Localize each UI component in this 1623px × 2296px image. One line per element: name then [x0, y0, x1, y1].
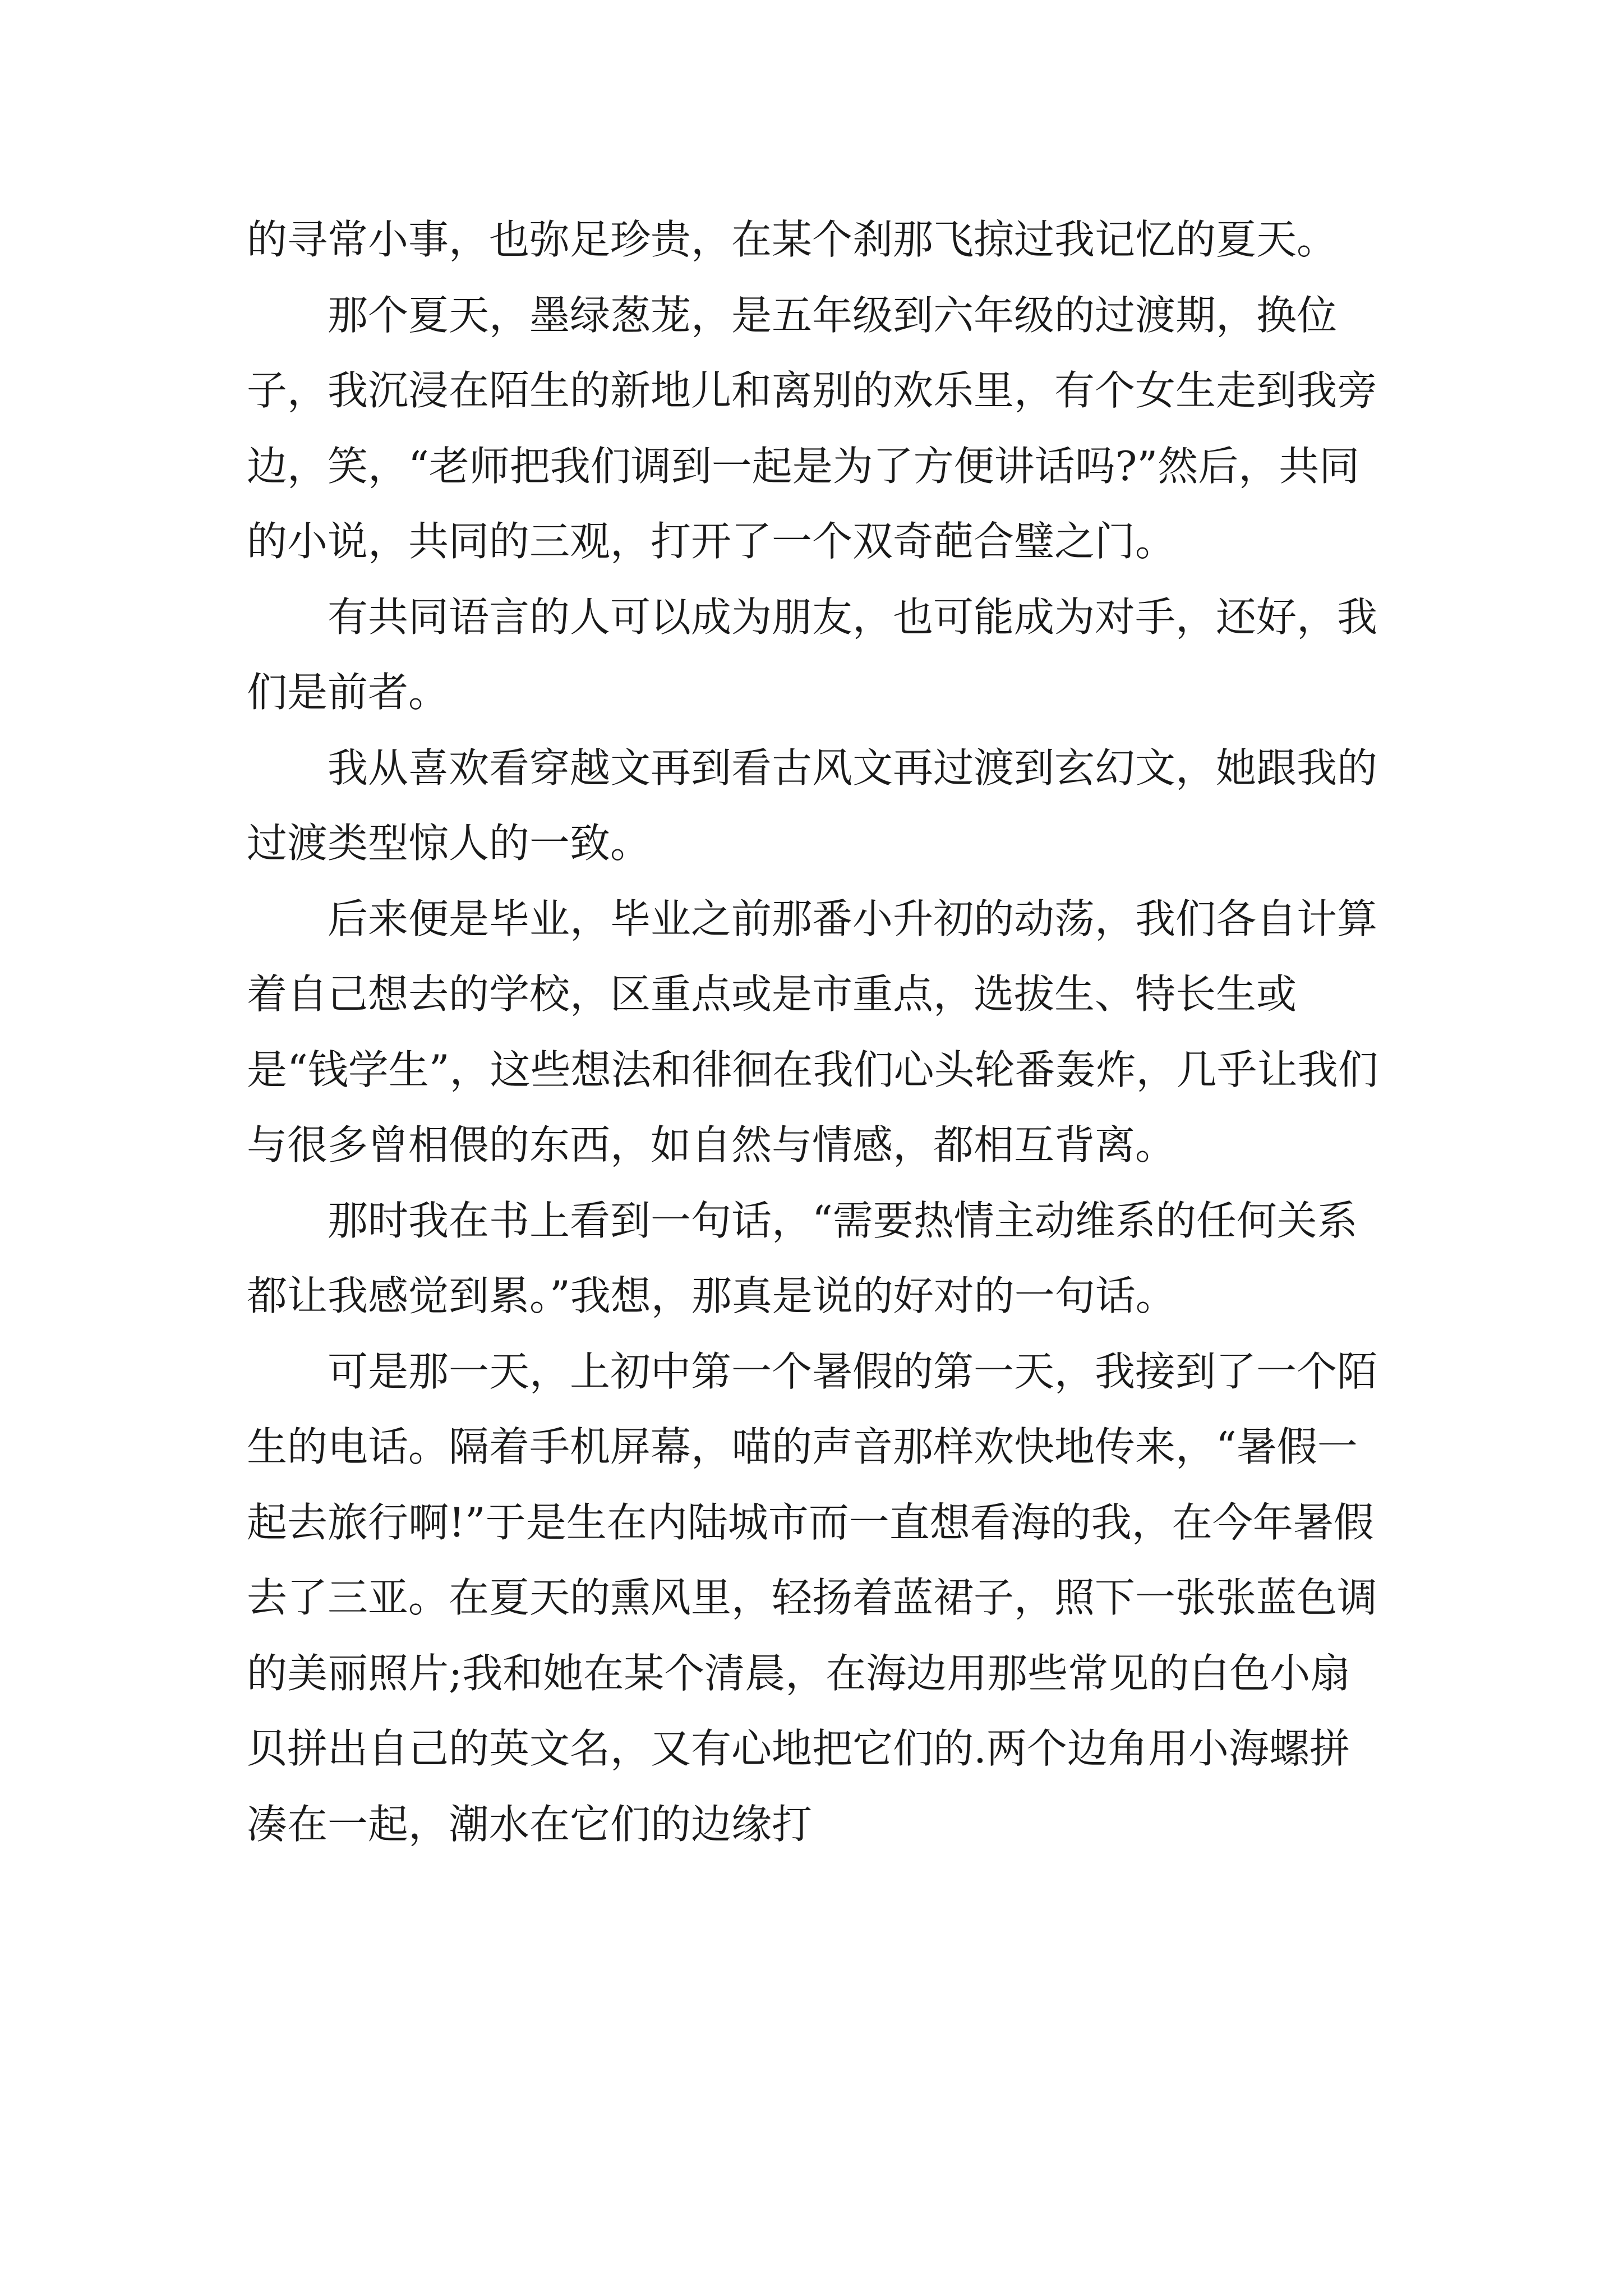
paragraph: 我从喜欢看穿越文再到看古风文再过渡到玄幻文，她跟我的过渡类型惊人的一致。 [247, 744, 1378, 867]
paragraph-continuation: 的寻常小事，也弥足珍贵，在某个刹那飞掠过我记忆的夏天。 [247, 216, 1338, 263]
paragraph: 可是那一天，上初中第一个暑假的第一天，我接到了一个陌生的电话。隔着手机屏幕，喵的声音那样欢快地传来，“暑假一起去旅行啊!”于是生在内陆城市而一直想看海的我，在今年暑假去了三亚。在夏天的熏风里，轻扬着蓝裙子，照下一张张蓝色调的美丽照片;我和她在某个清晨，在海边用那些常见的白色小扇贝拼出自己的英文名，又有心地把它们的.两个边角用小海螺拼凑在一起，潮水在它们的边缘打 [247, 1347, 1378, 1848]
document-body [247, 202, 1385, 1862]
paragraph: 那时我在书上看到一句话，“需要热情主动维系的任何关系都让我感觉到累。”我想，那真是说的好对的一句话。 [247, 1197, 1358, 1319]
paragraph: 那个夏天，墨绿葱茏，是五年级到六年级的过渡期，换位子，我沉浸在陌生的新地儿和离别的欢乐里，有个女生走到我旁边，笑，“老师把我们调到一起是为了方便讲话吗?”然后，共同的小说，共同的三观，打开了一个双奇葩合璧之门。 [247, 291, 1378, 565]
paragraph: 后来便是毕业，毕业之前那番小升初的动荡，我们各自计算着自己想去的学校，区重点或是市重点，选拔生、特长生或是“钱学生”，这些想法和徘徊在我们心头轮番轰炸，几乎让我们与很多曾相偎的东西，如自然与情感，都相互背离。 [247, 895, 1378, 1168]
paragraph: 有共同语言的人可以成为朋友，也可能成为对手，还好，我们是前者。 [247, 593, 1378, 716]
